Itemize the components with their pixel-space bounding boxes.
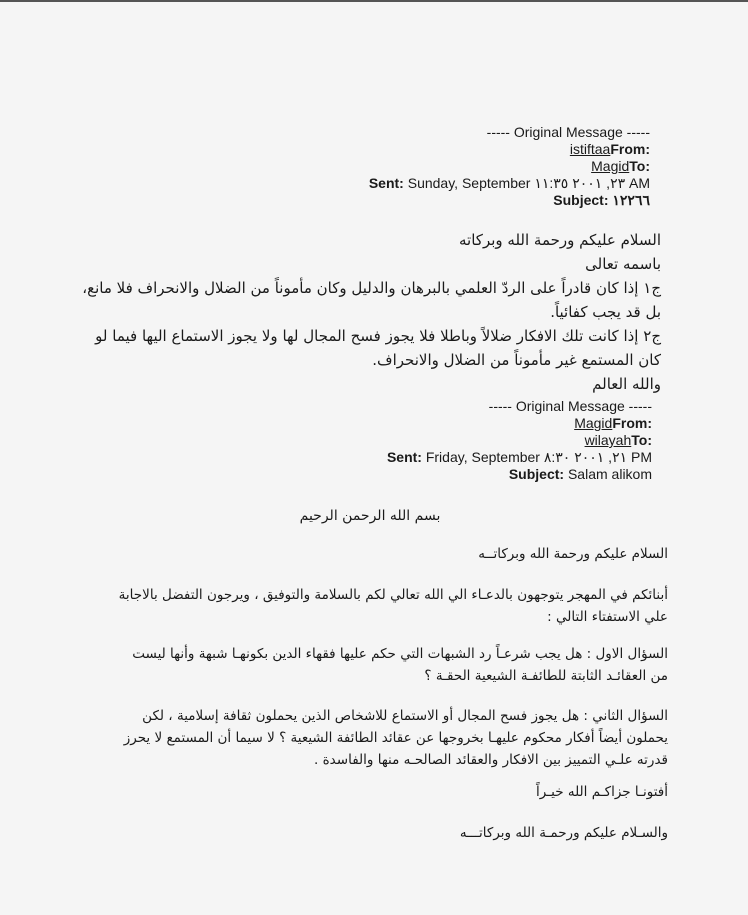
intro-line-2: علي الاستفتاء التالي : <box>547 609 668 625</box>
question-2 <box>48 705 668 771</box>
question-greeting: السلام عليكم ورحمة الله وبركاتــه <box>478 546 668 562</box>
to-line <box>369 158 650 175</box>
to-label: To: <box>629 158 650 174</box>
reply-body <box>61 228 661 396</box>
q2-line-2: يحملون أيضاً أفكار محكوم عليهـا بخروجها عن عقائد الطائفة الشيعية ؟ لا سيما أن المستمع لا يحرز <box>123 730 668 746</box>
email-header-2 <box>387 398 652 483</box>
to-name[interactable]: wilayah <box>584 432 632 448</box>
from-label: From: <box>612 415 652 431</box>
basmala: بسم الله الرحمن الرحيم <box>299 508 441 524</box>
sent-value: Sunday, September ٢٣, ٢٠٠١ ١١:٣٥ AM <box>407 175 650 191</box>
scan-edge-line <box>0 0 748 2</box>
reply-bismihi: باسمه تعالى <box>585 255 661 273</box>
subject-label: Subject: <box>553 192 609 208</box>
to-name[interactable]: Magid <box>591 158 630 174</box>
q1-line-2: من العقائـد الثابتة للطائفـة الشيعية الحقـة ؟ <box>424 668 668 684</box>
subject-line <box>369 192 650 209</box>
answer-1-line-1: ج١ إذا كان قادراً على الردّ العلمي بالبرهان والدليل وكان مأموناً من الضلال والانحراف فلا مانع، <box>82 279 661 297</box>
sent-label: Sent: <box>368 175 404 191</box>
subject-line <box>387 466 652 483</box>
email-header-1 <box>369 124 650 209</box>
from-line <box>369 141 650 158</box>
original-message-divider: ----- Original Message ----- <box>486 124 650 140</box>
reply-greeting: السلام عليكم ورحمة الله وبركاته <box>459 231 661 249</box>
subject-label: Subject: <box>508 466 565 482</box>
subject-value: ١٢٢٦٦ <box>612 192 650 208</box>
reply-signoff: والله العالم <box>592 375 661 393</box>
to-label: To: <box>631 432 652 448</box>
answer-1-line-2: بل قد يجب كفائياً. <box>550 303 661 321</box>
sent-line <box>369 175 650 192</box>
subject-value: Salam alikom <box>567 466 652 482</box>
original-message-divider: ----- Original Message ----- <box>488 398 652 414</box>
question-closing: والسـلام عليكم ورحمـة الله وبركاتـــه <box>459 825 668 841</box>
q2-line-1: السؤال الثاني : هل يجوز فسح المجال أو الاستماع للاشخاص الذين يحملون ثقافة إسلامية ، لكن <box>142 708 668 724</box>
sent-label: Sent: <box>386 449 422 465</box>
question-intro <box>48 584 668 628</box>
from-name[interactable]: Magid <box>574 415 613 431</box>
intro-line-1: أبنائكم في المهجر يتوجهون بالدعـاء الي الله تعالي لكم بالسلامة والتوفيق ، ويرجون التفضل بالاجابة <box>118 587 668 603</box>
question-thanks: أفتونـا جزاكـم الله خيـراً <box>535 784 668 800</box>
from-name[interactable]: istiftaa <box>569 141 611 157</box>
to-line <box>387 432 652 449</box>
answer-2-line-2: كان المستمع غير مأموناً من الضلال والانحراف. <box>372 351 661 369</box>
sent-line <box>387 449 652 466</box>
answer-2-line-1: ج٢ إذا كانت تلك الافكار ضلالاً وباطلا فلا يجوز فسح المجال لها ولا يجوز الاستماع اليها فيما لو <box>95 327 661 345</box>
q1-line-1: السؤال الاول : هل يجب شرعـاً رد الشبهات التي حكم عليها فقهاء الدين بكونهـا شبهة وأنها ليست <box>132 646 668 662</box>
q2-line-3: قدرته علـي التمييز بين الافكار والعقائد الصالحـه منها والفاسدة . <box>314 752 668 768</box>
sent-value: Friday, September ٢١, ٢٠٠١ ٨:٣٠ PM <box>425 449 652 465</box>
from-label: From: <box>610 141 650 157</box>
from-line <box>387 415 652 432</box>
question-1 <box>48 643 668 687</box>
